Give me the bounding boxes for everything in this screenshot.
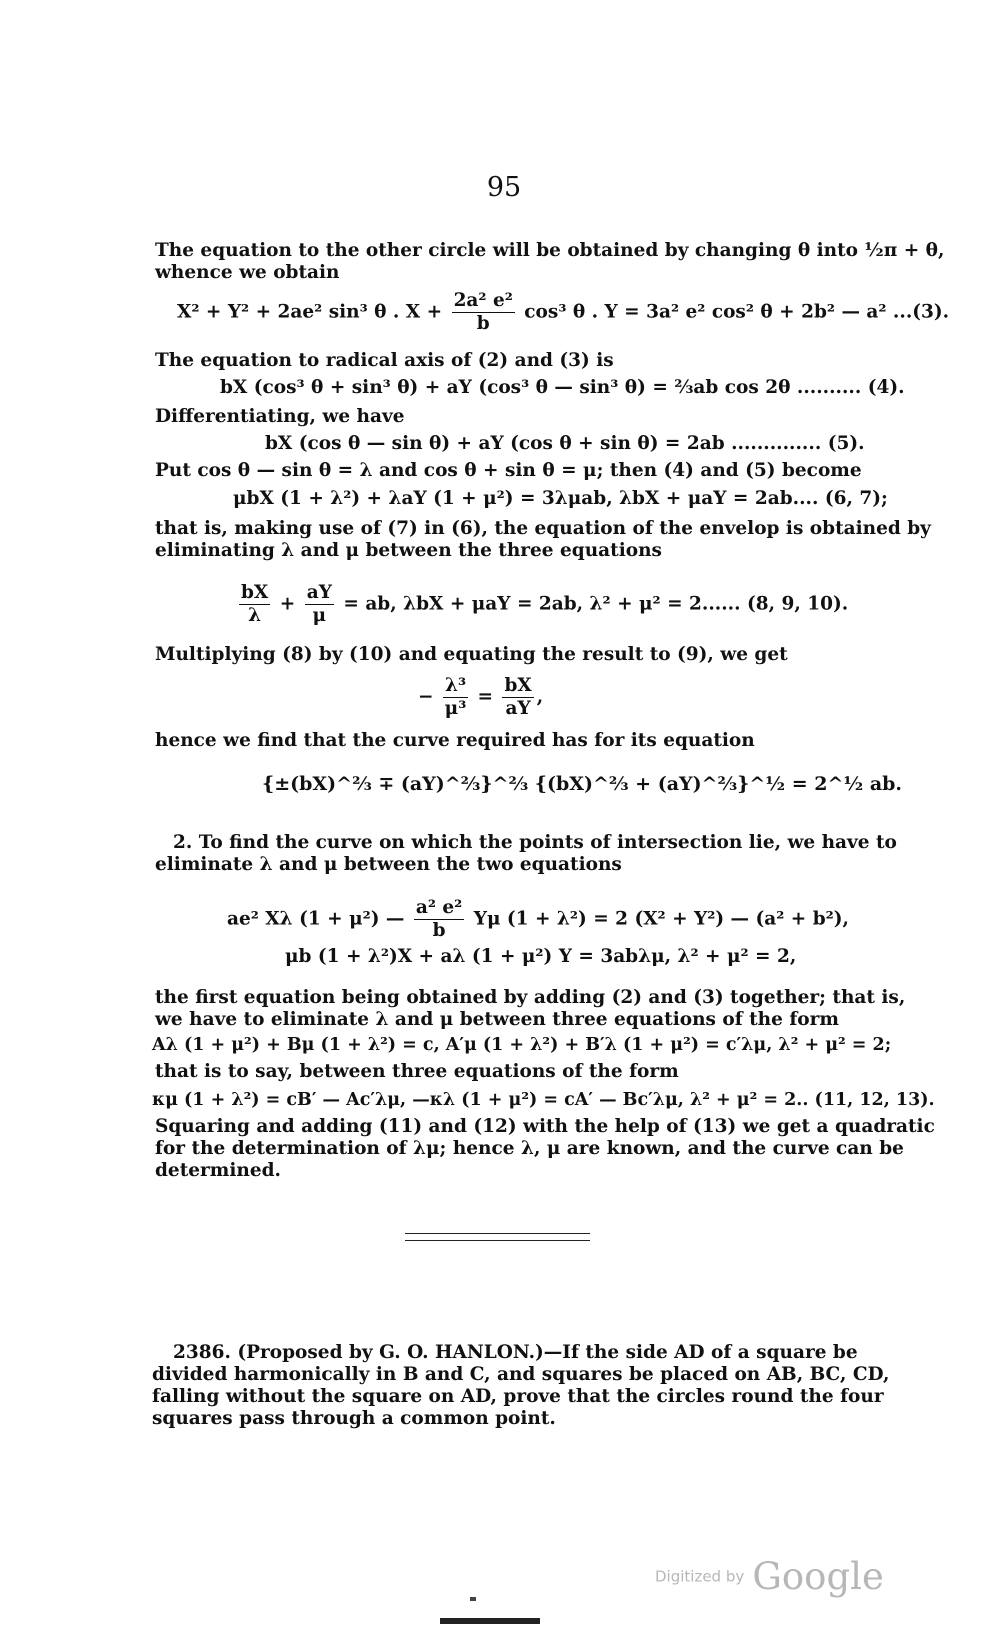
eq8-f2-num: aY	[306, 582, 332, 603]
equation-4: bX (cos³ θ + sin³ θ) + aY (cos³ θ — sin³ θ) = ⅔ab cos 2θ .......... (4).	[220, 377, 905, 398]
eqm-comma: ,	[536, 686, 544, 708]
watermark-brand: Google	[752, 1555, 884, 1598]
equation-a	[227, 897, 849, 942]
eq-a-right: Yμ (1 + λ²) = 2 (X² + Y²) — (a² + b²),	[473, 908, 849, 930]
eqm-f2-num: bX	[504, 675, 532, 696]
text-line: κμ (1 + λ²) = cB′ — Ac′λμ, —κλ (1 + μ²) = cA′ — Bc′λμ, λ² + μ² = 2.. (11, 12, 13).	[152, 1090, 935, 1110]
eq8-f2-den: μ	[312, 605, 327, 626]
text-line: we have to eliminate λ and μ between three equations of the form	[155, 1009, 839, 1030]
text-line: that is to say, between three equations of the form	[155, 1061, 679, 1082]
text-line: eliminate λ and μ between the two equations	[155, 854, 622, 875]
eq3-right: cos³ θ . Y = 3a² e² cos² θ + 2b² — a² ...(3).	[524, 301, 950, 323]
equation-b: μb (1 + λ²)X + aλ (1 + μ²) Y = 3abλμ, λ² + μ² = 2,	[285, 946, 797, 967]
google-watermark	[655, 1555, 884, 1598]
text-line: eliminating λ and μ between the three equations	[155, 540, 662, 561]
equation-6-7: μbX (1 + λ²) + λaY (1 + μ²) = 3λμab, λbX + μaY = 2ab.... (6, 7);	[233, 488, 888, 509]
text-line: Squaring and adding (11) and (12) with the help of (13) we get a quadratic	[155, 1116, 935, 1137]
text-line: hence we find that the curve required has for its equation	[155, 730, 755, 751]
eq8-rest: = ab, λbX + μaY = 2ab, λ² + μ² = 2...... (8, 9, 10).	[343, 593, 849, 615]
problem-2386-line: divided harmonically in B and C, and squares be placed on AB, BC, CD,	[152, 1364, 890, 1385]
equation-multiplied	[418, 675, 543, 720]
text-line: Aλ (1 + μ²) + Bμ (1 + λ²) = c, A′μ (1 + λ²) + B′λ (1 + μ²) = c′λμ, λ² + μ² = 2;	[152, 1035, 892, 1055]
text-line: The equation to radical axis of (2) and (3) is	[155, 350, 614, 371]
text-line: Differentiating, we have	[155, 406, 405, 427]
eqm-fraction-2	[502, 675, 533, 720]
eq3-frac-num: 2a² e²	[453, 290, 513, 311]
eq-a-den: b	[432, 920, 446, 941]
ink-speck	[470, 1597, 476, 1601]
eqm-f1-den: μ³	[444, 698, 467, 719]
text-line: The equation to the other circle will be obtained by changing θ into ½π + θ,	[155, 240, 945, 261]
equation-5: bX (cos θ — sin θ) + aY (cos θ + sin θ) = 2ab .............. (5).	[265, 433, 865, 454]
eq3-left: X² + Y² + 2ae² sin³ θ . X +	[177, 301, 443, 323]
eq3-fraction	[452, 290, 515, 335]
text-line: that is, making use of (7) in (6), the equation of the envelop is obtained by	[155, 518, 931, 539]
text-line: Multiplying (8) by (10) and equating the result to (9), we get	[155, 644, 788, 665]
text-line: the first equation being obtained by adding (2) and (3) together; that is,	[155, 987, 906, 1008]
eq3-frac-den: b	[476, 313, 490, 334]
eq8-fraction-2	[305, 582, 334, 627]
text-line: for the determination of λμ; hence λ, μ are known, and the curve can be	[155, 1138, 904, 1159]
equation-8-9-10	[236, 582, 848, 627]
text-line: Put cos θ — sin θ = λ and cos θ + sin θ = μ; then (4) and (5) become	[155, 460, 862, 481]
eq8-plus: +	[279, 593, 296, 615]
eq-a-num: a² e²	[415, 897, 463, 918]
equation-3	[177, 290, 949, 335]
section-divider-bottom	[405, 1240, 590, 1241]
eq8-f1-num: bX	[241, 582, 269, 603]
eqm-f2-den: aY	[505, 698, 531, 719]
ink-blot	[440, 1618, 540, 1624]
eq8-f1-den: λ	[248, 605, 262, 626]
text-line: determined.	[155, 1160, 281, 1181]
eq8-fraction-1	[239, 582, 270, 627]
watermark-prefix: Digitized by	[655, 1567, 745, 1586]
eqm-equals: =	[477, 686, 494, 708]
equation-curve: {±(bX)^⅔ ∓ (aY)^⅔}^⅔ {(bX)^⅔ + (aY)^⅔}^½ = 2^½ ab.	[262, 773, 903, 795]
eqm-minus: −	[418, 686, 434, 708]
problem-2386-line: 2386. (Proposed by G. O. HANLON.)—If the side AD of a square be	[173, 1342, 858, 1363]
problem-2386-line: falling without the square on AD, prove that the circles round the four	[152, 1386, 884, 1407]
problem-2386-line: squares pass through a common point.	[152, 1408, 556, 1429]
text-line: 2. To find the curve on which the points of intersection lie, we have to	[173, 832, 897, 853]
eq-a-fraction	[414, 897, 464, 942]
text-line: whence we obtain	[155, 262, 340, 283]
page-number: 95	[486, 172, 522, 203]
section-divider-top	[405, 1233, 590, 1234]
eqm-f1-num: λ³	[444, 675, 467, 696]
eqm-fraction-1	[443, 675, 468, 720]
eq-a-left: ae² Xλ (1 + μ²) —	[227, 908, 405, 930]
